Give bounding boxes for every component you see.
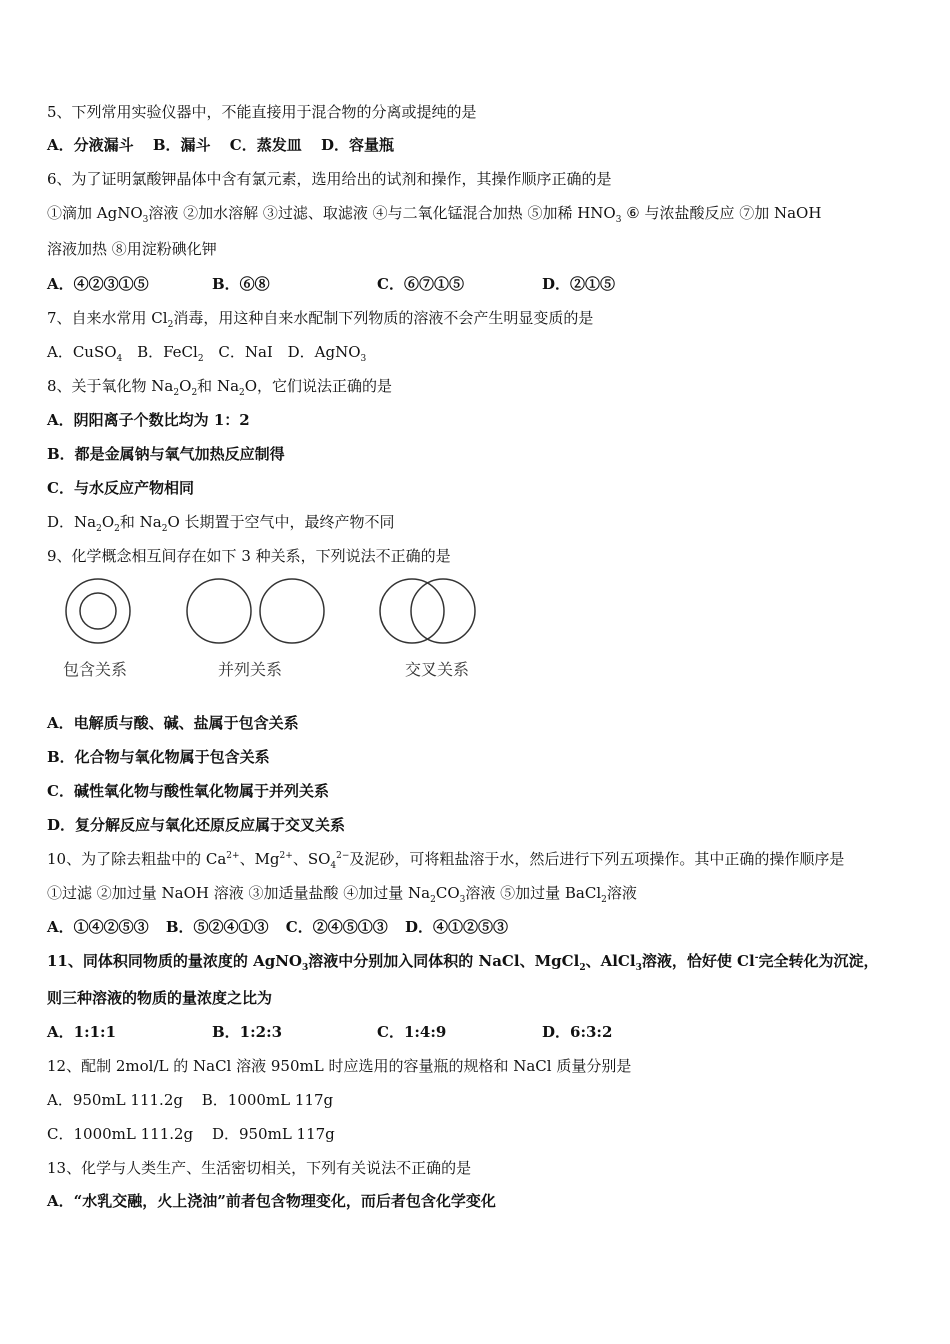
q5-option-c: C．蒸发皿 xyxy=(229,136,302,154)
q6-op-sub-a: 3 xyxy=(142,215,149,225)
q11-option-d: D．6:3:2 xyxy=(542,1023,613,1041)
q7-option-b xyxy=(137,341,204,363)
q5-stem: 5、下列常用实验仪器中，不能直接用于混合物的分离或提纯的是 xyxy=(47,103,477,121)
q10-ops-sub-2: 3 xyxy=(459,895,466,905)
q6-option-c: C．⑥⑦①⑤ xyxy=(377,275,464,293)
q10-sup-3: 2− xyxy=(336,851,350,861)
q10-stem xyxy=(47,848,844,870)
q11-stem xyxy=(47,950,878,972)
q6-option-d: D．②①⑤ xyxy=(542,275,616,293)
q6-option-a: A．④②③①⑤ xyxy=(47,275,149,293)
q8-option-c-text: C．与水反应产物相同 xyxy=(47,479,194,497)
q6-operations-line2: 溶液加热 ⑧用淀粉碘化钾 xyxy=(47,240,217,258)
q10-ops-b: CO xyxy=(435,884,460,902)
q8-option-b-text: B．都是金属钠与氧气加热反应制得 xyxy=(47,445,285,463)
q5-option-a: A．分液漏斗 xyxy=(47,136,134,154)
q10-sub-3: 4 xyxy=(330,861,337,871)
q11-sub-1: 3 xyxy=(302,963,309,973)
q13-stem: 13、化学与人类生产、生活密切相关，下列有关说法不正确的是 xyxy=(47,1159,472,1177)
q11-option-b: B．1:2:3 xyxy=(212,1023,283,1041)
q10-stem-c: 、SO xyxy=(292,850,331,868)
label-parallel: 并列关系 xyxy=(218,660,283,679)
q8-sub-2: 2 xyxy=(191,388,198,398)
q8-option-d-sub-1: 2 xyxy=(96,524,102,534)
q8-option-a xyxy=(47,409,250,431)
q13-option-a: A．“水乳交融，火上浇油”前者包含物理变化，而后者包含化学变化 xyxy=(47,1192,496,1210)
q5-option-d: D．容量瓶 xyxy=(320,136,394,154)
q6-stem: 6、为了证明氯酸钾晶体中含有氯元素，选用给出的试剂和操作，其操作顺序正确的是 xyxy=(47,170,612,188)
intersection-circles xyxy=(380,579,475,643)
q11-stem-e: 完全转化为沉淀， xyxy=(758,952,879,970)
q11-options xyxy=(47,1021,612,1043)
q8-option-a-text: A．阴阳离子个数比均为 1：2 xyxy=(47,411,250,429)
q9-option-d: D．复分解反应与氧化还原反应属于交叉关系 xyxy=(47,816,346,834)
q10-stem-b: 、Mg xyxy=(239,850,280,868)
q11-option-c: C．1:4:9 xyxy=(377,1023,447,1041)
q8-option-d-d: O 长期置于空气中，最终产物不同 xyxy=(167,513,395,531)
q10-ops-a: ①过滤 ②加过量 NaOH 溶液 ③加适量盐酸 ④加过量 Na xyxy=(47,884,431,902)
q11-stem-d: 溶液，恰好使 Cl xyxy=(641,952,755,970)
q7-option-a-text: A．CuSO xyxy=(47,343,117,361)
q7-option-c: C．NaI xyxy=(218,343,273,361)
q12-option-d: D．950mL 117g xyxy=(211,1125,335,1143)
q12-option-b: B．1000mL 117g xyxy=(201,1091,334,1109)
q8-option-d xyxy=(47,511,395,533)
q6-op-text-a: ①滴加 AgNO xyxy=(47,204,143,222)
q11-sub-2: 2 xyxy=(579,963,586,973)
q11-sub-3: 3 xyxy=(635,963,642,973)
q7-stem xyxy=(47,307,593,329)
q6-options xyxy=(47,273,615,295)
q10-ops-c: 溶液 ⑤加过量 BaCl xyxy=(465,884,602,902)
q8-sub-3: 2 xyxy=(239,388,245,398)
q8-stem-d: O，它们说法正确的是 xyxy=(244,377,393,395)
q7-option-d xyxy=(288,341,367,363)
q11-option-a: A．1:1:1 xyxy=(47,1023,117,1041)
q7-option-d-text: D．AgNO xyxy=(287,343,361,361)
q10-options xyxy=(47,916,508,938)
q9-option-a: A．电解质与酸、碱、盐属于包含关系 xyxy=(47,714,299,732)
q12-option-c: C．1000mL 111.2g xyxy=(47,1125,194,1143)
q6-op-sub-b: 3 xyxy=(615,215,622,225)
q12-options-row1 xyxy=(47,1089,333,1111)
q8-stem xyxy=(47,375,392,397)
q10-ops-sub-3: 2 xyxy=(601,895,607,905)
q11-stem-b: 溶液中分别加入同体积的 NaCl、MgCl xyxy=(308,952,580,970)
q7-options xyxy=(47,341,366,363)
q8-option-d-b: O xyxy=(101,513,115,531)
q5-options xyxy=(47,134,394,156)
q9-option-b: B．化合物与氧化物属于包含关系 xyxy=(47,748,270,766)
label-containment: 包含关系 xyxy=(63,660,128,679)
q6-option-b: B．⑥⑧ xyxy=(212,275,270,293)
q8-stem-a: 8、关于氧化物 Na xyxy=(47,377,174,395)
q5-option-b: B．漏斗 xyxy=(152,136,211,154)
q8-option-d-c: 和 Na xyxy=(119,513,162,531)
q8-option-d-sub-3: 2 xyxy=(161,524,168,534)
q10-sup-1: 2+ xyxy=(226,851,240,861)
q11-sup: - xyxy=(754,953,759,963)
q8-option-d-a: D．Na xyxy=(47,513,97,531)
q11-stem-a: 11、同体积同物质的量浓度的 AgNO xyxy=(47,952,303,970)
parallel-circles xyxy=(187,579,324,643)
q7-stem-a: 7、自来水常用 Cl xyxy=(47,309,168,327)
relationship-circles xyxy=(55,575,495,655)
q7-stem-sub: 2 xyxy=(167,320,174,330)
q8-stem-c: 和 Na xyxy=(197,377,240,395)
q10-sup-2: 2+ xyxy=(279,851,293,861)
q9-stem: 9、化学概念相互间存在如下 3 种关系，下列说法不正确的是 xyxy=(47,547,451,565)
q8-option-c xyxy=(47,477,194,499)
q7-option-d-sub: 3 xyxy=(360,354,367,364)
q8-option-b xyxy=(47,443,285,465)
q10-option-c: C．②④⑤①③ xyxy=(285,918,388,936)
q10-stem-a: 10、为了除去粗盐中的 Ca xyxy=(47,850,227,868)
q10-ops-d: 溶液 xyxy=(606,884,637,902)
q7-stem-b: 消毒，用这种自来水配制下列物质的溶液不会产生明显变质的是 xyxy=(173,309,594,327)
q10-ops-sub-1: 2 xyxy=(430,895,436,905)
q8-stem-b: O xyxy=(179,377,192,395)
q11-stem-line2: 则三种溶液的物质的量浓度之比为 xyxy=(47,989,273,1007)
q6-operations-line1 xyxy=(47,202,821,224)
relationship-diagram xyxy=(55,575,495,685)
containment-circles xyxy=(66,579,130,643)
q6-op-text-b: 溶液 ②加水溶解 ③过滤、取滤液 ④与二氧化锰混合加热 ⑤加稀 HNO xyxy=(148,204,616,222)
q10-operations xyxy=(47,882,637,904)
q7-option-b-text: B．FeCl xyxy=(137,343,198,361)
q12-options-row2 xyxy=(47,1123,335,1145)
q7-option-b-sub: 2 xyxy=(197,354,204,364)
q10-option-a: A．①④②⑤③ xyxy=(47,918,149,936)
q8-option-d-sub-2: 2 xyxy=(114,524,120,534)
q7-option-a xyxy=(47,341,122,363)
q6-op-text-c: ⑥ 与浓盐酸反应 ⑦加 NaOH xyxy=(621,204,822,222)
q10-stem-d: 及泥砂，可将粗盐溶于水，然后进行下列五项操作。其中正确的操作顺序是 xyxy=(349,850,845,868)
q10-option-d: D．④①②⑤③ xyxy=(404,918,508,936)
q11-stem-c: 、AlCl xyxy=(585,952,636,970)
q9-option-c: C．碱性氧化物与酸性氧化物属于并列关系 xyxy=(47,782,329,800)
q12-option-a: A．950mL 111.2g xyxy=(47,1091,183,1109)
q12-stem: 12、配制 2mol/L 的 NaCl 溶液 950mL 时应选用的容量瓶的规格和 NaCl 质量分别是 xyxy=(47,1057,632,1075)
q8-sub-1: 2 xyxy=(173,388,180,398)
q7-option-a-sub: 4 xyxy=(116,354,123,364)
q10-option-b: B．⑤②④①③ xyxy=(165,918,269,936)
label-intersection: 交叉关系 xyxy=(405,660,470,679)
